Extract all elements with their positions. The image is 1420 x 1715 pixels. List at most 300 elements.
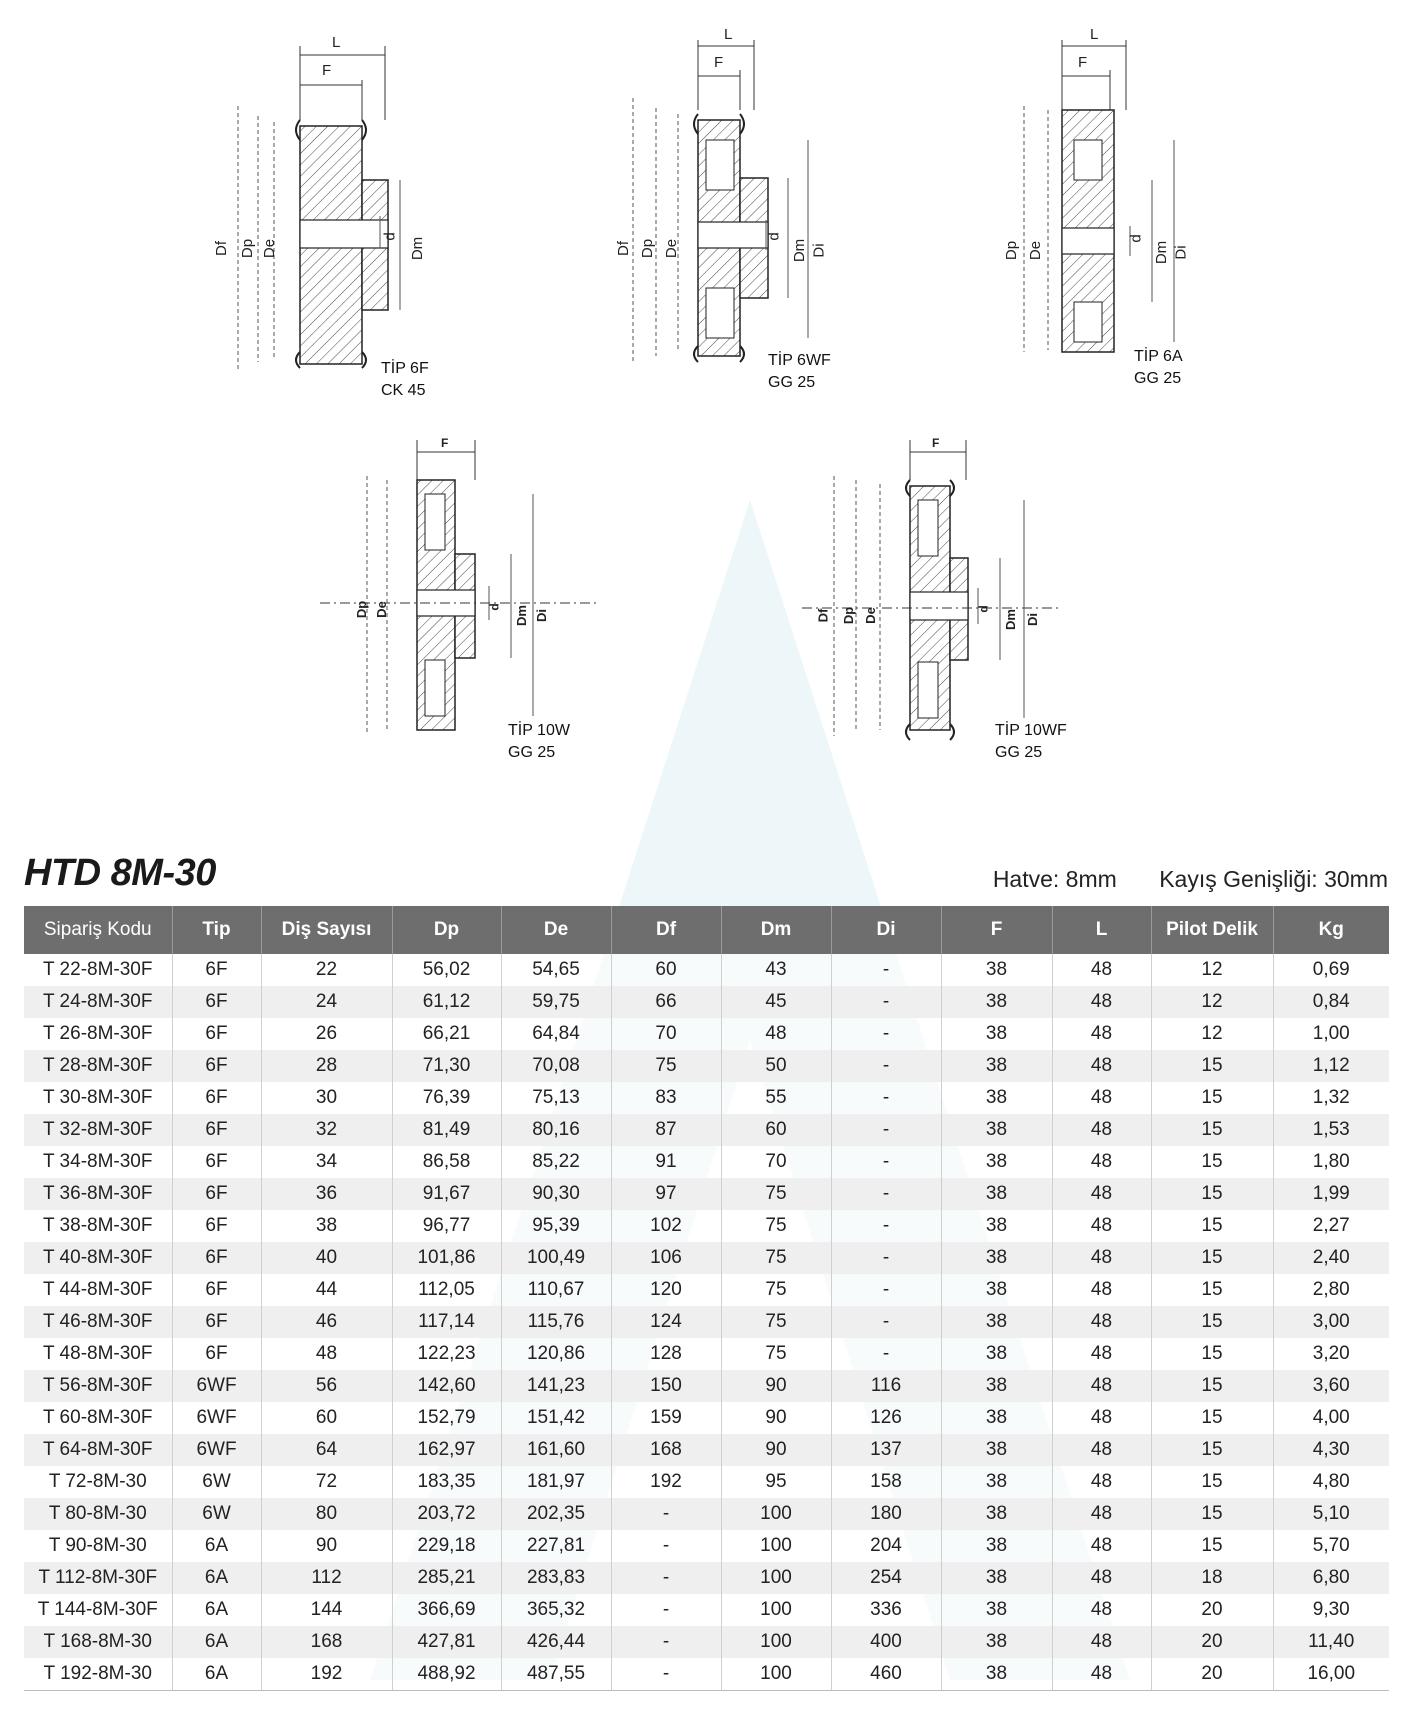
- cell-dp: 488,92: [392, 1658, 501, 1691]
- cell-type: 6F: [172, 954, 261, 986]
- cell-f: 38: [941, 1402, 1052, 1434]
- label-dm: Dm: [1153, 240, 1171, 265]
- cell-l: 48: [1052, 1114, 1151, 1146]
- cell-tooth-count: 90: [261, 1530, 392, 1562]
- cell-dp: 285,21: [392, 1562, 501, 1594]
- cell-di: 204: [831, 1530, 941, 1562]
- label-de: De: [261, 238, 279, 259]
- cell-dp: 101,86: [392, 1242, 501, 1274]
- cell-di: -: [831, 1146, 941, 1178]
- cell-f: 38: [941, 1530, 1052, 1562]
- cell-di: -: [831, 1178, 941, 1210]
- caption-6wf: [768, 350, 831, 394]
- cell-l: 48: [1052, 1562, 1151, 1594]
- cell-l: 48: [1052, 1658, 1151, 1691]
- column-header-pilot-bore: Pilot Delik: [1151, 906, 1273, 954]
- cell-tooth-count: 64: [261, 1434, 392, 1466]
- cell-dp: 56,02: [392, 954, 501, 986]
- cell-de: 115,76: [501, 1306, 611, 1338]
- cell-df: -: [611, 1530, 721, 1562]
- column-header-kg: Kg: [1273, 906, 1389, 954]
- cell-df: -: [611, 1594, 721, 1626]
- label-dm: Dm: [1002, 609, 1018, 630]
- table-row: [24, 1658, 1389, 1691]
- cell-kg: 1,99: [1273, 1178, 1389, 1210]
- cell-di: 116: [831, 1370, 941, 1402]
- cell-order-code: T 22-8M-30F: [24, 954, 172, 986]
- cell-de: 202,35: [501, 1498, 611, 1530]
- cell-pilot-bore: 18: [1151, 1562, 1273, 1594]
- cell-de: 80,16: [501, 1114, 611, 1146]
- cell-df: -: [611, 1498, 721, 1530]
- cell-order-code: T 48-8M-30F: [24, 1338, 172, 1370]
- cell-tooth-count: 48: [261, 1338, 392, 1370]
- cell-f: 38: [941, 1050, 1052, 1082]
- cell-dm: 75: [721, 1338, 831, 1370]
- cell-type: 6F: [172, 1146, 261, 1178]
- cell-type: 6F: [172, 1210, 261, 1242]
- label-l: L: [724, 26, 733, 43]
- cell-di: -: [831, 1114, 941, 1146]
- cell-pilot-bore: 15: [1151, 1338, 1273, 1370]
- cell-df: 60: [611, 954, 721, 986]
- cell-dp: 61,12: [392, 986, 501, 1018]
- cell-kg: 1,12: [1273, 1050, 1389, 1082]
- cell-f: 38: [941, 1434, 1052, 1466]
- caption-material: CK 45: [381, 382, 426, 399]
- cell-order-code: T 56-8M-30F: [24, 1370, 172, 1402]
- cell-pilot-bore: 12: [1151, 986, 1273, 1018]
- label-dp: Dp: [841, 606, 857, 625]
- cell-l: 48: [1052, 1626, 1151, 1658]
- caption-type: TİP 10WF: [995, 722, 1067, 739]
- cell-type: 6F: [172, 1082, 261, 1114]
- cell-type: 6F: [172, 1306, 261, 1338]
- table-row: [24, 1114, 1389, 1146]
- cell-de: 120,86: [501, 1338, 611, 1370]
- cell-order-code: T 30-8M-30F: [24, 1082, 172, 1114]
- cell-kg: 4,80: [1273, 1466, 1389, 1498]
- cell-tooth-count: 56: [261, 1370, 392, 1402]
- cell-type: 6A: [172, 1562, 261, 1594]
- cell-df: 102: [611, 1210, 721, 1242]
- cell-order-code: T 144-8M-30F: [24, 1594, 172, 1626]
- caption-material: GG 25: [508, 744, 556, 761]
- label-de: De: [1027, 240, 1045, 261]
- cell-order-code: T 60-8M-30F: [24, 1402, 172, 1434]
- cell-order-code: T 192-8M-30: [24, 1658, 172, 1691]
- label-f: F: [1078, 54, 1088, 71]
- cell-df: 87: [611, 1114, 721, 1146]
- caption-material: GG 25: [768, 374, 816, 391]
- cell-l: 48: [1052, 1018, 1151, 1050]
- table-row: [24, 1434, 1389, 1466]
- cell-de: 64,84: [501, 1018, 611, 1050]
- cell-order-code: T 24-8M-30F: [24, 986, 172, 1018]
- caption-type: TİP 6WF: [768, 352, 831, 369]
- label-df: Df: [815, 608, 831, 623]
- cell-di: 460: [831, 1658, 941, 1691]
- pulley-spec-table: [24, 906, 1389, 1691]
- column-header-df: Df: [611, 906, 721, 954]
- cell-type: 6F: [172, 1050, 261, 1082]
- caption-10w: [508, 720, 570, 764]
- cell-df: 83: [611, 1082, 721, 1114]
- cell-type: 6F: [172, 1114, 261, 1146]
- pitch-spec: Hatve: 8mm: [992, 866, 1117, 892]
- cell-di: 336: [831, 1594, 941, 1626]
- caption-6a: [1134, 346, 1183, 390]
- label-di: Di: [1172, 245, 1190, 260]
- cell-df: 91: [611, 1146, 721, 1178]
- cell-dm: 100: [721, 1658, 831, 1691]
- table-row: [24, 1146, 1389, 1178]
- cell-f: 38: [941, 1210, 1052, 1242]
- cell-dm: 45: [721, 986, 831, 1018]
- cell-kg: 11,40: [1273, 1626, 1389, 1658]
- cell-type: 6WF: [172, 1434, 261, 1466]
- label-d: d: [765, 232, 783, 241]
- label-de: De: [373, 601, 389, 618]
- caption-type: TİP 6F: [381, 360, 429, 377]
- cell-order-code: T 40-8M-30F: [24, 1242, 172, 1274]
- cell-kg: 5,10: [1273, 1498, 1389, 1530]
- cell-pilot-bore: 15: [1151, 1146, 1273, 1178]
- cell-f: 38: [941, 1018, 1052, 1050]
- cell-di: 126: [831, 1402, 941, 1434]
- table-row: [24, 1018, 1389, 1050]
- cell-di: -: [831, 1018, 941, 1050]
- cell-kg: 1,32: [1273, 1082, 1389, 1114]
- cell-kg: 5,70: [1273, 1530, 1389, 1562]
- cell-kg: 4,00: [1273, 1402, 1389, 1434]
- cell-df: 192: [611, 1466, 721, 1498]
- cell-order-code: T 26-8M-30F: [24, 1018, 172, 1050]
- cell-order-code: T 80-8M-30: [24, 1498, 172, 1530]
- table-row: [24, 1498, 1389, 1530]
- cell-l: 48: [1052, 1402, 1151, 1434]
- cell-f: 38: [941, 1594, 1052, 1626]
- cell-f: 38: [941, 1562, 1052, 1594]
- cell-de: 54,65: [501, 954, 611, 986]
- cell-tooth-count: 38: [261, 1210, 392, 1242]
- cell-pilot-bore: 20: [1151, 1594, 1273, 1626]
- cell-di: -: [831, 954, 941, 986]
- cell-dm: 90: [721, 1402, 831, 1434]
- cell-tooth-count: 30: [261, 1082, 392, 1114]
- cell-type: 6A: [172, 1530, 261, 1562]
- cell-df: 75: [611, 1050, 721, 1082]
- cell-l: 48: [1052, 1498, 1151, 1530]
- cell-dm: 70: [721, 1146, 831, 1178]
- cell-order-code: T 32-8M-30F: [24, 1114, 172, 1146]
- cell-l: 48: [1052, 1178, 1151, 1210]
- cell-dp: 117,14: [392, 1306, 501, 1338]
- cell-df: 97: [611, 1178, 721, 1210]
- label-d: d: [976, 605, 991, 613]
- table-header: [24, 906, 1389, 954]
- cell-pilot-bore: 15: [1151, 1050, 1273, 1082]
- cell-type: 6F: [172, 1018, 261, 1050]
- cell-dm: 75: [721, 1178, 831, 1210]
- cell-dp: 112,05: [392, 1274, 501, 1306]
- cell-l: 48: [1052, 1370, 1151, 1402]
- cell-order-code: T 72-8M-30: [24, 1466, 172, 1498]
- cell-di: -: [831, 1338, 941, 1370]
- cell-type: 6W: [172, 1466, 261, 1498]
- table-row: [24, 1402, 1389, 1434]
- cell-pilot-bore: 15: [1151, 1466, 1273, 1498]
- cell-type: 6F: [172, 1338, 261, 1370]
- cell-dp: 427,81: [392, 1626, 501, 1658]
- cell-de: 141,23: [501, 1370, 611, 1402]
- cell-kg: 6,80: [1273, 1562, 1389, 1594]
- column-header-di: Di: [831, 906, 941, 954]
- cell-tooth-count: 34: [261, 1146, 392, 1178]
- cell-pilot-bore: 15: [1151, 1402, 1273, 1434]
- caption-material: GG 25: [1134, 370, 1182, 387]
- cell-de: 59,75: [501, 986, 611, 1018]
- cell-order-code: T 28-8M-30F: [24, 1050, 172, 1082]
- cell-di: -: [831, 1274, 941, 1306]
- label-f: F: [322, 62, 332, 79]
- cell-type: 6A: [172, 1594, 261, 1626]
- table-row: [24, 1562, 1389, 1594]
- label-dm: Dm: [791, 238, 809, 263]
- cell-di: 137: [831, 1434, 941, 1466]
- cell-type: 6W: [172, 1498, 261, 1530]
- cell-de: 426,44: [501, 1626, 611, 1658]
- cell-order-code: T 38-8M-30F: [24, 1210, 172, 1242]
- cell-f: 38: [941, 1178, 1052, 1210]
- table-row: [24, 1466, 1389, 1498]
- cell-di: -: [831, 1242, 941, 1274]
- cell-dm: 55: [721, 1082, 831, 1114]
- cell-f: 38: [941, 1146, 1052, 1178]
- cell-tooth-count: 168: [261, 1626, 392, 1658]
- cell-pilot-bore: 12: [1151, 954, 1273, 986]
- caption-type: TİP 10W: [508, 722, 570, 739]
- cell-pilot-bore: 15: [1151, 1434, 1273, 1466]
- cell-df: 124: [611, 1306, 721, 1338]
- cell-dm: 90: [721, 1370, 831, 1402]
- cell-dp: 162,97: [392, 1434, 501, 1466]
- cell-de: 227,81: [501, 1530, 611, 1562]
- cell-kg: 9,30: [1273, 1594, 1389, 1626]
- cell-di: -: [831, 1082, 941, 1114]
- cell-dp: 91,67: [392, 1178, 501, 1210]
- cell-de: 110,67: [501, 1274, 611, 1306]
- cell-f: 38: [941, 954, 1052, 986]
- cell-di: -: [831, 1050, 941, 1082]
- cell-type: 6F: [172, 1242, 261, 1274]
- cell-df: -: [611, 1658, 721, 1691]
- cell-l: 48: [1052, 1274, 1151, 1306]
- cell-dm: 60: [721, 1114, 831, 1146]
- cell-df: 168: [611, 1434, 721, 1466]
- cell-di: 158: [831, 1466, 941, 1498]
- cell-f: 38: [941, 1466, 1052, 1498]
- cell-type: 6WF: [172, 1402, 261, 1434]
- table-row: [24, 1242, 1389, 1274]
- cell-de: 181,97: [501, 1466, 611, 1498]
- cell-type: 6F: [172, 986, 261, 1018]
- cell-dp: 86,58: [392, 1146, 501, 1178]
- cell-tooth-count: 192: [261, 1658, 392, 1691]
- cell-l: 48: [1052, 1466, 1151, 1498]
- cell-dp: 229,18: [392, 1530, 501, 1562]
- cell-type: 6A: [172, 1658, 261, 1691]
- table-row: [24, 986, 1389, 1018]
- cell-tooth-count: 22: [261, 954, 392, 986]
- label-de: De: [663, 238, 681, 259]
- cell-l: 48: [1052, 1594, 1151, 1626]
- cell-order-code: T 36-8M-30F: [24, 1178, 172, 1210]
- cell-de: 487,55: [501, 1658, 611, 1691]
- label-dp: Dp: [1003, 240, 1021, 261]
- cell-dp: 71,30: [392, 1050, 501, 1082]
- cell-order-code: T 44-8M-30F: [24, 1274, 172, 1306]
- cell-pilot-bore: 15: [1151, 1530, 1273, 1562]
- cell-dm: 75: [721, 1210, 831, 1242]
- cell-kg: 2,27: [1273, 1210, 1389, 1242]
- cell-df: 128: [611, 1338, 721, 1370]
- cell-pilot-bore: 15: [1151, 1306, 1273, 1338]
- cell-de: 100,49: [501, 1242, 611, 1274]
- cell-pilot-bore: 12: [1151, 1018, 1273, 1050]
- caption-type: TİP 6A: [1134, 348, 1183, 365]
- cell-f: 38: [941, 1274, 1052, 1306]
- table-row: [24, 1274, 1389, 1306]
- cell-dm: 90: [721, 1434, 831, 1466]
- label-df: Df: [615, 241, 632, 256]
- cell-pilot-bore: 15: [1151, 1178, 1273, 1210]
- cell-de: 151,42: [501, 1402, 611, 1434]
- cell-pilot-bore: 20: [1151, 1626, 1273, 1658]
- cell-tooth-count: 112: [261, 1562, 392, 1594]
- cell-pilot-bore: 15: [1151, 1370, 1273, 1402]
- cell-tooth-count: 26: [261, 1018, 392, 1050]
- label-dp: Dp: [239, 238, 257, 259]
- cell-l: 48: [1052, 1434, 1151, 1466]
- label-l: L: [332, 34, 341, 51]
- table-row: [24, 1626, 1389, 1658]
- cell-l: 48: [1052, 1338, 1151, 1370]
- cell-kg: 3,60: [1273, 1370, 1389, 1402]
- cell-df: 120: [611, 1274, 721, 1306]
- cell-df: -: [611, 1562, 721, 1594]
- cell-tooth-count: 36: [261, 1178, 392, 1210]
- cell-tooth-count: 60: [261, 1402, 392, 1434]
- cell-kg: 0,84: [1273, 986, 1389, 1018]
- cell-df: 159: [611, 1402, 721, 1434]
- cell-tooth-count: 24: [261, 986, 392, 1018]
- cell-order-code: T 34-8M-30F: [24, 1146, 172, 1178]
- table-row: [24, 1306, 1389, 1338]
- column-header-l: L: [1052, 906, 1151, 954]
- cell-f: 38: [941, 1370, 1052, 1402]
- table-row: [24, 1210, 1389, 1242]
- cell-order-code: T 112-8M-30F: [24, 1562, 172, 1594]
- cell-dm: 43: [721, 954, 831, 986]
- cell-dp: 76,39: [392, 1082, 501, 1114]
- cell-dp: 203,72: [392, 1498, 501, 1530]
- cell-type: 6F: [172, 1274, 261, 1306]
- cell-l: 48: [1052, 1082, 1151, 1114]
- cell-f: 38: [941, 1082, 1052, 1114]
- label-d: d: [381, 232, 399, 241]
- column-header-tooth-count: Diş Sayısı: [261, 906, 392, 954]
- cell-kg: 3,00: [1273, 1306, 1389, 1338]
- cell-de: 283,83: [501, 1562, 611, 1594]
- cell-tooth-count: 40: [261, 1242, 392, 1274]
- belt-width-spec: Kayış Genişliği: 30mm: [1159, 866, 1388, 892]
- cell-df: -: [611, 1626, 721, 1658]
- cell-pilot-bore: 15: [1151, 1114, 1273, 1146]
- table-row: [24, 1082, 1389, 1114]
- label-di: Di: [1025, 613, 1040, 626]
- cell-tooth-count: 44: [261, 1274, 392, 1306]
- cell-dp: 152,79: [392, 1402, 501, 1434]
- cell-df: 66: [611, 986, 721, 1018]
- cell-type: 6WF: [172, 1370, 261, 1402]
- cell-de: 85,22: [501, 1146, 611, 1178]
- cell-pilot-bore: 15: [1151, 1498, 1273, 1530]
- cell-kg: 16,00: [1273, 1658, 1389, 1691]
- cell-dm: 75: [721, 1306, 831, 1338]
- cell-l: 48: [1052, 1306, 1151, 1338]
- cell-f: 38: [941, 1242, 1052, 1274]
- label-dm: Dm: [409, 236, 427, 261]
- cell-f: 38: [941, 1626, 1052, 1658]
- cell-kg: 2,40: [1273, 1242, 1389, 1274]
- table-row: [24, 1370, 1389, 1402]
- cell-dm: 50: [721, 1050, 831, 1082]
- cell-l: 48: [1052, 1146, 1151, 1178]
- caption-6f: [381, 358, 429, 402]
- cell-dp: 142,60: [392, 1370, 501, 1402]
- cell-order-code: T 168-8M-30: [24, 1626, 172, 1658]
- cell-kg: 4,30: [1273, 1434, 1389, 1466]
- column-header-de: De: [501, 906, 611, 954]
- cell-de: 95,39: [501, 1210, 611, 1242]
- cell-kg: 2,80: [1273, 1274, 1389, 1306]
- label-d: d: [487, 603, 502, 611]
- cell-df: 70: [611, 1018, 721, 1050]
- cell-order-code: T 90-8M-30: [24, 1530, 172, 1562]
- cell-di: 254: [831, 1562, 941, 1594]
- label-di: Di: [810, 243, 828, 258]
- cell-de: 161,60: [501, 1434, 611, 1466]
- cell-dm: 75: [721, 1274, 831, 1306]
- cell-f: 38: [941, 1498, 1052, 1530]
- cell-l: 48: [1052, 1242, 1151, 1274]
- label-d: d: [1127, 234, 1145, 243]
- cell-dm: 75: [721, 1242, 831, 1274]
- cell-dp: 81,49: [392, 1114, 501, 1146]
- cell-tooth-count: 80: [261, 1498, 392, 1530]
- cell-dp: 122,23: [392, 1338, 501, 1370]
- cell-tooth-count: 144: [261, 1594, 392, 1626]
- table-row: [24, 1178, 1389, 1210]
- table-row: [24, 1338, 1389, 1370]
- cell-dm: 100: [721, 1530, 831, 1562]
- cell-di: 400: [831, 1626, 941, 1658]
- cell-order-code: T 46-8M-30F: [24, 1306, 172, 1338]
- cell-df: 150: [611, 1370, 721, 1402]
- cell-di: 180: [831, 1498, 941, 1530]
- cell-dm: 100: [721, 1498, 831, 1530]
